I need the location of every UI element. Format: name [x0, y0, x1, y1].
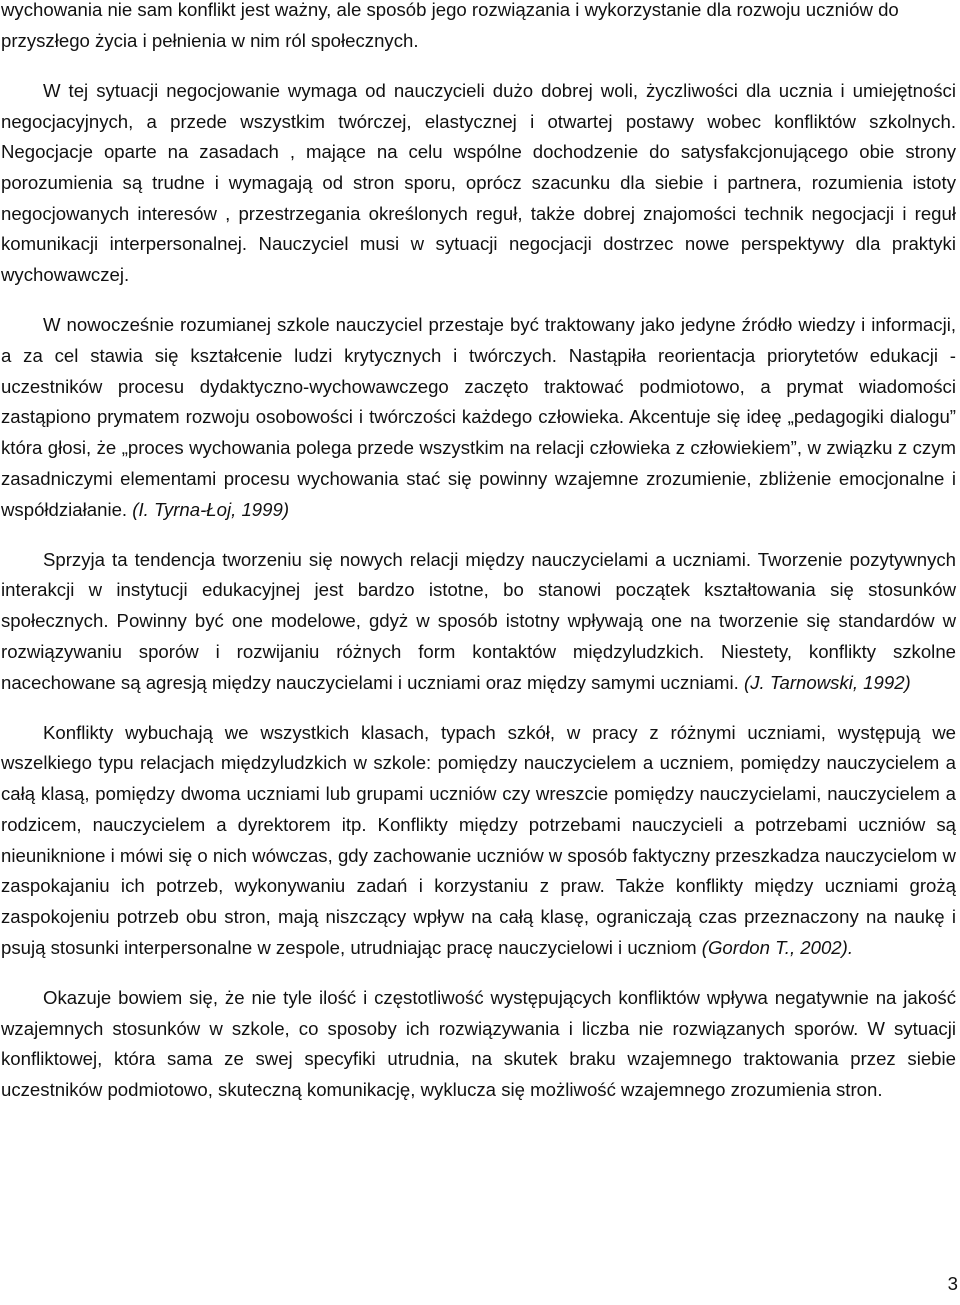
paragraph-modern-school: [1, 310, 956, 525]
paragraph-text: Okazuje bowiem się, że nie tyle ilość i częstotliwość występujących konfliktów wpływa negatywnie na jakość wzajemnych stosunków w szkole, co sposoby ich rozwiązywania i liczba nie rozwiązanych sporów. W sytuacji konfliktowej, która sama ze swej specyfiki utrudnia, na skutek braku wzajemnego traktowania przez siebie uczestników podmiotowo, skuteczną komunikację, wyklucza się możliwość wzajemnego zrozumienia stron.: [1, 986, 956, 1100]
citation: (I. Tyrna-Łoj, 1999): [132, 498, 290, 520]
paragraph-relations: [1, 545, 956, 699]
citation: (J. Tarnowski, 1992): [744, 671, 911, 693]
paragraph-text: W nowocześnie rozumianej szkole nauczyciel przestaje być traktowany jako jedyne źródło wiedzy i informacji, a za cel stawia się kształcenie ludzi krytycznych i twórczych. Nastąpiła reorientacja priorytetów edukacji - uczestników procesu dydaktyczno-wychowawczego zaczęto traktować podmiotowo, a prymat wiadomości zastąpiono prymatem rozwoju osobowości i twórczości każdego człowieka. Akcentuje się ideę „pedagogiki dialogu” która głosi, że „proces wychowania polega przede wszystkim na relacji człowieka z człowiekiem”, w związku z czym zasadniczymi elementami procesu wychowania stać się powinny wzajemne zrozumienie, zbliżenie emocjonalne i współdziałanie.: [1, 314, 956, 520]
paragraph-text: Sprzyja ta tendencja tworzeniu się nowych relacji między nauczycielami a uczniami. Tworzenie pozytywnych interakcji w instytucji edukacyjnej jest bardzo istotne, bo stanowi początek kształtowania się stosunków społecznych. Powinny być one modelowe, gdyż w sposób istotny wpływają one na tworzenie się standardów w rozwiązywaniu sporów i rozwijaniu różnych form kontaktów międzyludzkich. Niestety, konflikty szkolne nacechowane są agresją między nauczycielami i uczniami oraz między samymi uczniami.: [1, 548, 956, 693]
paragraph-text: wychowania nie sam konflikt jest ważny, ale sposób jego rozwiązania i wykorzystanie dla rozwoju uczniów do przyszłego życia i pełnienia w nim ról społecznych.: [1, 0, 899, 51]
paragraph-continuation: [1, 0, 956, 56]
page-number: 3: [947, 1273, 958, 1294]
document-body: [1, 0, 956, 1106]
paragraph-text: Konflikty wybuchają we wszystkich klasach, typach szkół, w pracy z różnymi uczniami, występują we wszelkiego typu relacjach międzyludzkich w szkole: pomiędzy nauczycielem a uczniem, pomiędzy nauczycielem a całą klasą, pomiędzy dwoma uczniami lub grupami uczniów czy wreszcie pomiędzy nauczycielami, nauczycielem a rodzicem, nauczycielem a dyrektorem itp. Konflikty między potrzebami nauczycieli a potrzebami uczniów są nieuniknione i mówi się o nich wówczas, gdy zachowanie uczniów w sposób faktyczny przeszkadza nauczycielom w zaspokajaniu ich potrzeb, wykonywaniu zadań i korzystaniu z praw. Także konflikty między uczniami grożą zaspokojeniu potrzeb obu stron, mają niszczący wpływ na całą klasę, ograniczają czas przeznaczony na naukę i psują stosunki interpersonalne w zespole, utrudniając pracę nauczycielowi i uczniom: [1, 721, 956, 958]
citation: (Gordon T., 2002).: [701, 936, 853, 958]
paragraph-negotiation: [1, 76, 956, 291]
paragraph-conclusion: [1, 983, 956, 1106]
paragraph-conflicts: [1, 718, 956, 964]
paragraph-text: W tej sytuacji negocjowanie wymaga od nauczycieli dużo dobrej woli, życzliwości dla ucznia i umiejętności negocjacyjnych, a przede wszystkim twórczej, elastycznej i otwartej postawy wobec konfliktów szkolnych. Negocjacje oparte na zasadach , mające na celu wspólne dochodzenie do satysfakcjonującego obie strony porozumienia są trudne i wymagają od stron sporu, oprócz szacunku dla siebie i partnera, rozumienia istoty negocjowanych interesów , przestrzegania określonych reguł, także dobrej znajomości technik negocjacji i reguł komunikacji interpersonalnej. Nauczyciel musi w sytuacji negocjacji dostrzec nowe perspektywy dla praktyki wychowawczej.: [1, 79, 956, 286]
